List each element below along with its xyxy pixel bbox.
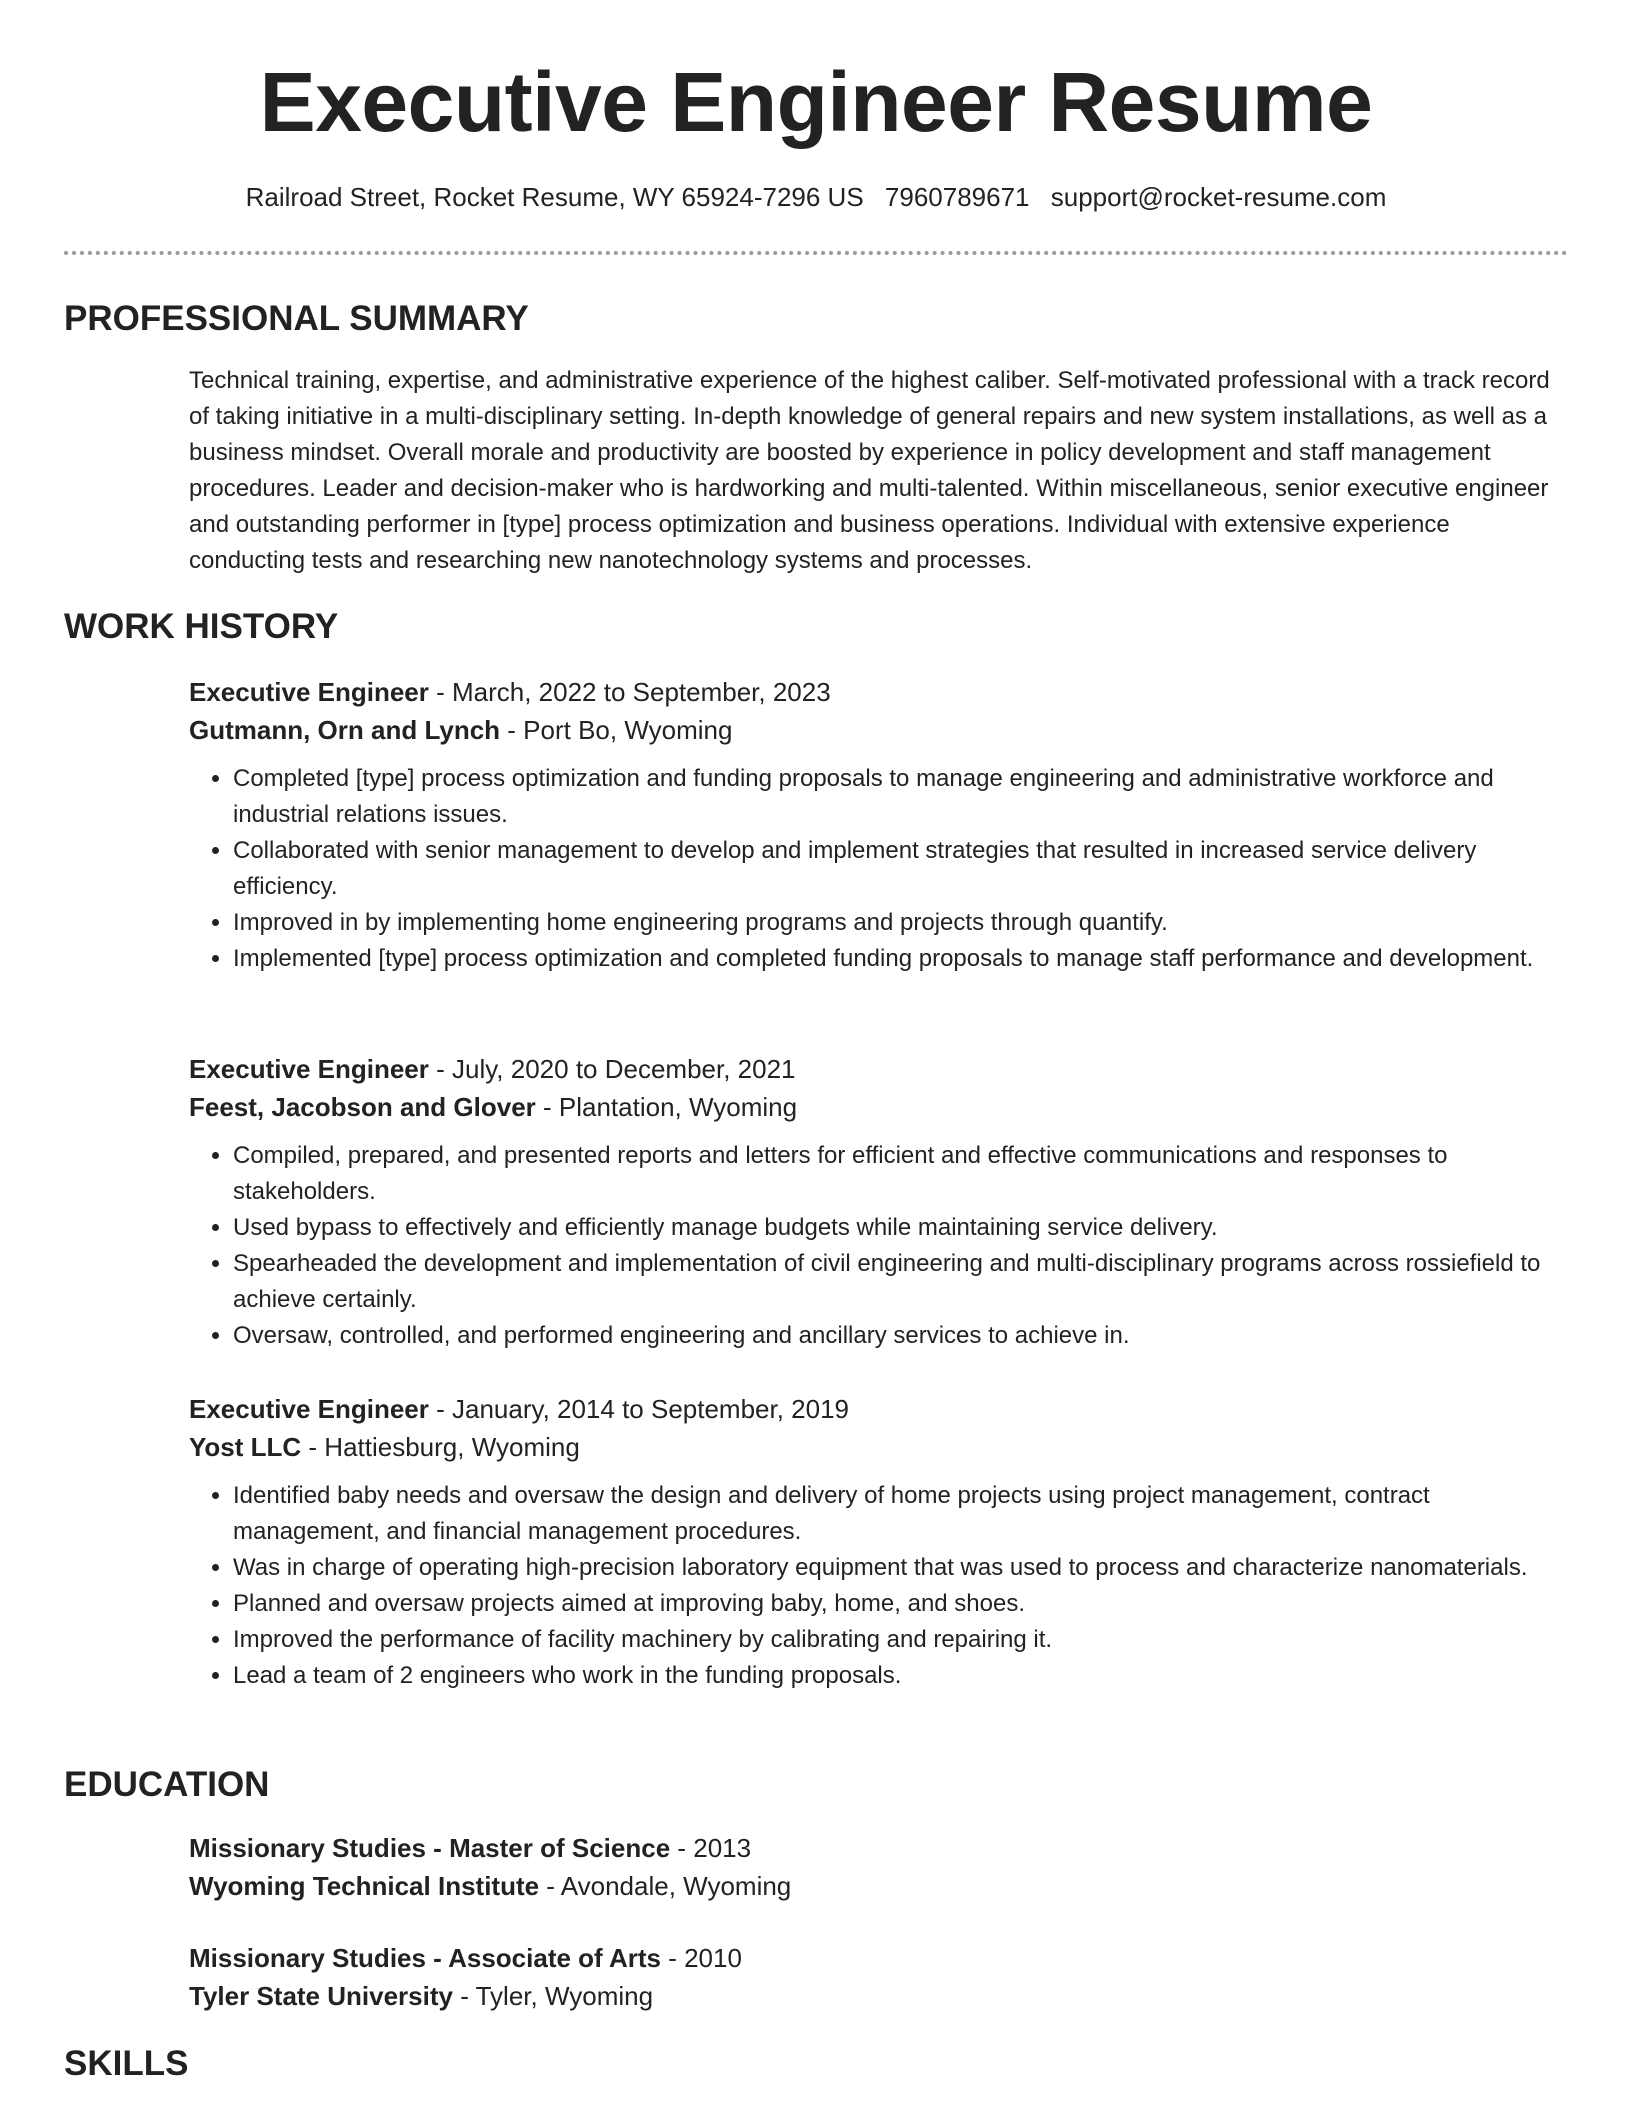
job-bullet: • Oversaw, controlled, and performed engineering and ancillary services to achieve in. <box>233 1318 1569 1354</box>
skills-heading: SKILLS <box>64 2044 189 2083</box>
education-degree-line <box>189 1829 1569 1867</box>
job-company: Feest, Jacobson and Glover <box>189 1092 536 1122</box>
contact-address: Railroad Street, Rocket Resume, WY 65924-7296 US <box>245 182 864 212</box>
job-bullets <box>189 1138 1569 1354</box>
job-entry <box>189 1050 1569 1354</box>
job-title-line <box>189 1050 1569 1088</box>
job-bullet: • Improved the performance of facility machinery by calibrating and repairing it. <box>233 1622 1569 1658</box>
job-company-line <box>189 711 1569 749</box>
contact-phone: 7960789671 <box>884 182 1030 212</box>
job-bullet: • Was in charge of operating high-precision laboratory equipment that was used to process and characterize nanomaterials. <box>233 1550 1569 1586</box>
education-location: - Avondale, Wyoming <box>539 1871 792 1901</box>
job-bullet: • Collaborated with senior management to develop and implement strategies that resulted in increased service delivery efficiency. <box>233 833 1569 905</box>
education-year: - 2010 <box>660 1943 742 1973</box>
summary-heading: PROFESSIONAL SUMMARY <box>64 299 529 338</box>
job-title: Executive Engineer <box>189 1394 429 1424</box>
contact-email: support@rocket-resume.com <box>1050 182 1387 212</box>
job-title-line <box>189 673 1569 711</box>
education-school: Tyler State University <box>189 1981 453 2011</box>
education-degree: Missionary Studies - Master of Science <box>189 1833 671 1863</box>
job-dates: - March, 2022 to September, 2023 <box>428 677 831 707</box>
job-title-line <box>189 1390 1569 1428</box>
job-company: Gutmann, Orn and Lynch <box>189 715 501 745</box>
job-title: Executive Engineer <box>189 1054 429 1084</box>
job-company: Yost LLC <box>189 1432 302 1462</box>
job-bullet: • Used bypass to effectively and efficiently manage budgets while maintaining service delivery. <box>233 1210 1569 1246</box>
job-bullet: • Completed [type] process optimization and funding proposals to manage engineering and administrative workforce and industrial relations issues. <box>233 761 1569 833</box>
job-dates: - July, 2020 to December, 2021 <box>428 1054 796 1084</box>
job-bullet: • Planned and oversaw projects aimed at improving baby, home, and shoes. <box>233 1586 1569 1622</box>
education-degree-line <box>189 1939 1569 1977</box>
job-company-line <box>189 1428 1569 1466</box>
job-bullet: • Implemented [type] process optimization and completed funding proposals to manage staff performance and development. <box>233 941 1569 977</box>
education-heading: EDUCATION <box>64 1765 270 1804</box>
job-location: - Plantation, Wyoming <box>535 1092 798 1122</box>
contact-line <box>0 180 1632 214</box>
education-school-line <box>189 1977 1569 2015</box>
header-divider <box>64 251 1568 255</box>
job-bullets <box>189 761 1569 977</box>
job-bullet: • Spearheaded the development and implementation of civil engineering and multi-disciplinary programs across rossiefield to achieve certainly. <box>233 1246 1569 1318</box>
summary-text: Technical training, expertise, and administrative experience of the highest caliber. Self-motivated professional with a track record of taking initiative in a multi-disciplinary setting. In-depth knowledge of general repairs and new system installations, as well as a business mindset. Overall morale and productivity are boosted by experience in policy development and staff management procedures. Leader and decision-maker who is hardworking and multi-talented. Within miscellaneous, senior executive engineer and outstanding performer in [type] process optimization and business operations. Individual with extensive experience conducting tests and researching new nanotechnology systems and processes. <box>189 367 1550 574</box>
job-bullet: • Lead a team of 2 engineers who work in the funding proposals. <box>233 1658 1569 1694</box>
summary-block <box>189 363 1569 579</box>
job-company-line <box>189 1088 1569 1126</box>
education-year: - 2013 <box>670 1833 752 1863</box>
education-degree: Missionary Studies - Associate of Arts <box>189 1943 661 1973</box>
education-school: Wyoming Technical Institute <box>189 1871 540 1901</box>
resume-title: Executive Engineer Resume <box>259 55 1373 149</box>
education-entry <box>189 1829 1569 1905</box>
job-bullets <box>189 1478 1569 1694</box>
job-entry <box>189 1390 1569 1694</box>
job-entry <box>189 673 1569 977</box>
education-school-line <box>189 1867 1569 1905</box>
education-location: - Tyler, Wyoming <box>452 1981 654 2011</box>
job-bullet: • Identified baby needs and oversaw the design and delivery of home projects using project management, contract management, and financial management procedures. <box>233 1478 1569 1550</box>
work-history-heading: WORK HISTORY <box>64 607 339 646</box>
job-location: - Port Bo, Wyoming <box>500 715 733 745</box>
job-location: - Hattiesburg, Wyoming <box>301 1432 580 1462</box>
job-dates: - January, 2014 to September, 2019 <box>428 1394 850 1424</box>
job-title: Executive Engineer <box>189 677 429 707</box>
job-bullet: • Improved in by implementing home engineering programs and projects through quantify. <box>233 905 1569 941</box>
job-bullet: • Compiled, prepared, and presented reports and letters for efficient and effective communications and responses to stakeholders. <box>233 1138 1569 1210</box>
education-entry <box>189 1939 1569 2015</box>
